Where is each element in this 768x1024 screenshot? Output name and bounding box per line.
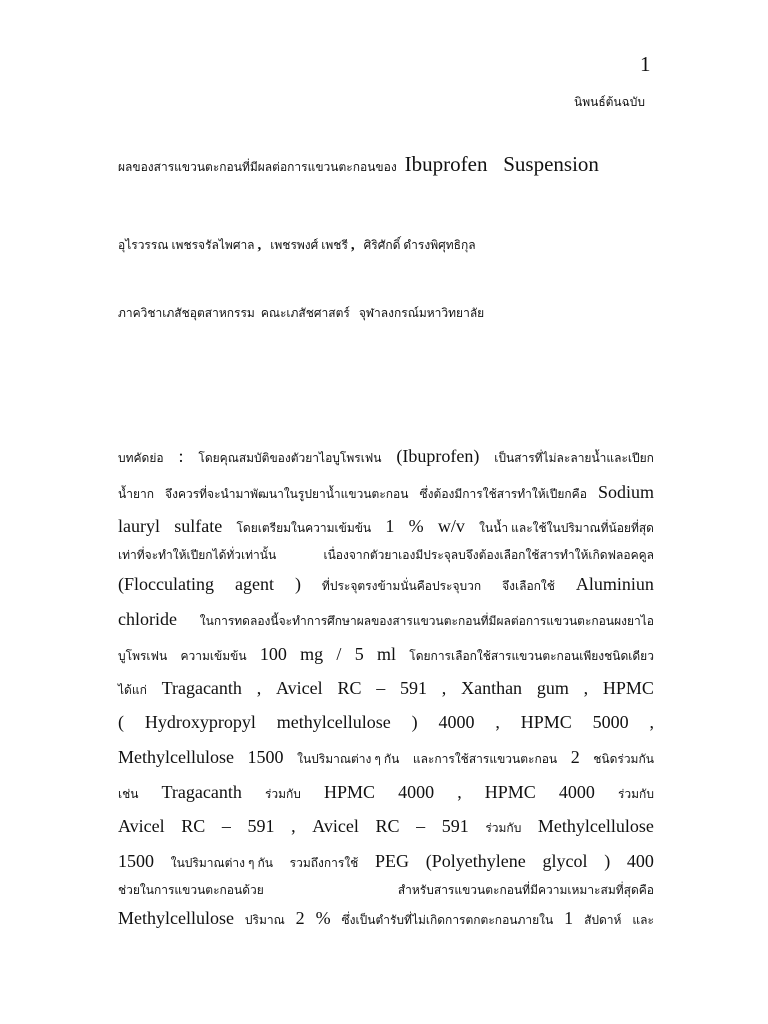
word: )	[604, 851, 611, 871]
word: HPMC	[602, 678, 654, 698]
abstract-line	[118, 747, 654, 769]
word: 4000	[558, 782, 595, 802]
word: ช่วยในการแขวนตะกอนด้วย	[118, 883, 264, 897]
word: เป็นสารที่ไม่ละลายน้ำและเปียก	[494, 451, 654, 465]
author-1: อุไรวรรณ เพชรจรัลไพศาล	[118, 238, 255, 252]
affiliation: ภาควิชาเภสัชอุตสาหกรรม คณะเภสัชศาสตร์ จุฬาลงกรณ์มหาวิทยาลัย	[118, 306, 485, 320]
abstract-line	[118, 482, 654, 504]
abstract-line	[118, 546, 654, 565]
abstract-line	[118, 712, 654, 733]
word: โดยเตรียมในความเข้มข้น	[236, 521, 372, 535]
word: ร่วมกับ	[617, 787, 654, 801]
word: รวมถึงการใช้	[289, 856, 359, 870]
word: และ	[632, 913, 654, 927]
abstract-line	[118, 644, 654, 666]
abstract-line	[118, 574, 654, 596]
word: จึงเลือกใช้	[502, 579, 555, 593]
word: 1500	[118, 851, 154, 871]
word: (Polyethylene	[425, 851, 526, 871]
word: ชนิดร่วมกัน	[593, 752, 654, 766]
abstract-line	[118, 446, 654, 468]
abstract-line	[118, 881, 654, 900]
word: และการใช้สารแขวนตะกอน	[412, 752, 558, 766]
author-2: เพชรพงศ์ เพชรี	[270, 238, 348, 252]
word: (	[118, 712, 124, 732]
word: 1	[385, 516, 395, 536]
word: lauryl	[118, 516, 160, 536]
word: เช่น	[118, 787, 139, 801]
word: Hydroxypropyl	[144, 712, 256, 732]
word: 591	[441, 816, 469, 836]
word: gum	[536, 678, 569, 698]
word: –	[376, 678, 386, 698]
word: ร่วมกับ	[485, 821, 522, 835]
abstract-heading: บทคัดย่อ	[118, 451, 164, 465]
word: ซึ่งเป็นตำรับที่ไม่เกิดการตกตะกอนภายใน	[341, 913, 554, 927]
word: Avicel	[276, 678, 323, 698]
word: Methylcellulose	[118, 747, 234, 767]
abstract-line	[118, 851, 654, 873]
word: %	[408, 516, 424, 536]
title-thai: ผลของสารแขวนตะกอนที่มีผลต่อการแขวนตะกอนของ	[118, 160, 397, 174]
word: (Flocculating	[118, 574, 214, 594]
word: Methylcellulose	[537, 816, 654, 836]
word: Tragacanth	[161, 678, 242, 698]
word: RC	[181, 816, 206, 836]
word: เท่าที่จะทำให้เปียกได้ทั่วเท่านั้น	[118, 548, 277, 562]
word: Tragacanth	[161, 782, 242, 802]
word: 5000	[592, 712, 629, 732]
word: Xanthan	[461, 678, 523, 698]
word: ,	[649, 712, 654, 732]
word: ในปริมาณต่าง ๆ กัน	[170, 856, 273, 870]
word: HPMC	[484, 782, 536, 802]
word: sulfate	[174, 516, 223, 536]
word: methylcellulose	[276, 712, 391, 732]
word: 400	[626, 851, 654, 871]
word: PEG	[375, 851, 410, 871]
word: –	[416, 816, 426, 836]
word: Sodium	[597, 482, 654, 502]
author-separator: ,	[350, 237, 355, 253]
word: Methylcellulose	[118, 908, 234, 928]
word: ซึ่งต้องมีการใช้สารทำให้เปียกคือ	[419, 487, 587, 501]
word: บูโพรเฟน	[118, 649, 168, 663]
word: Avicel	[118, 816, 165, 836]
word: )	[411, 712, 418, 732]
word: )	[294, 574, 301, 594]
word: ,	[256, 678, 262, 698]
word: โดยการเลือกใช้สารแขวนตะกอนเพียงชนิดเดียว	[409, 649, 654, 663]
word: :	[178, 446, 184, 466]
paper-title	[118, 152, 599, 177]
word: ความเข้มข้น	[180, 649, 247, 663]
word: 5	[354, 644, 364, 664]
word: HPMC	[520, 712, 572, 732]
word: เนื่องจากตัวยาเองมีประจุลบจึงต้องเลือกใช้สารทำให้เกิดฟลอคคูล	[323, 548, 654, 562]
abstract-line	[118, 678, 654, 700]
word: ,	[583, 678, 589, 698]
word: w/v	[437, 516, 465, 536]
word: agent	[234, 574, 274, 594]
word: ในปริมาณต่าง ๆ กัน	[297, 752, 400, 766]
word: (Ibuprofen)	[396, 446, 480, 466]
abstract-line	[118, 609, 654, 631]
title-english: Ibuprofen Suspension	[404, 152, 599, 176]
word: 1	[564, 908, 574, 928]
author-separator: ,	[257, 237, 262, 253]
word: ร่วมกับ	[264, 787, 301, 801]
word: 2	[295, 908, 305, 928]
word: RC	[375, 816, 400, 836]
word: chloride	[118, 609, 177, 629]
word: ที่ประจุตรงข้ามนั่นคือประจุบวก	[321, 579, 482, 593]
word: น้ำยาก	[118, 487, 154, 501]
word: 100	[259, 644, 287, 664]
word: ,	[495, 712, 500, 732]
word: 4000	[438, 712, 475, 732]
word: สัปดาห์	[584, 913, 622, 927]
word: 591	[400, 678, 428, 698]
word: HPMC	[324, 782, 376, 802]
word: โดยคุณสมบัติของตัวยาไอบูโพรเฟน	[198, 451, 382, 465]
word: จึงควรที่จะนำมาพัฒนาในรูปยาน้ำแขวนตะกอน	[165, 487, 409, 501]
abstract-line	[118, 908, 654, 930]
abstract-line	[118, 782, 654, 804]
word: mg	[300, 644, 324, 664]
page-number: 1	[640, 52, 651, 76]
word: 591	[247, 816, 275, 836]
word: ,	[291, 816, 296, 836]
word: ได้แก่	[118, 683, 147, 697]
word: ในการทดลองนี้จะทำการศึกษาผลของสารแขวนตะกอนที่มีผลต่อการแขวนตะกอนผงยาไอ	[199, 614, 654, 628]
word: ปริมาณ	[244, 913, 285, 927]
abstract-line	[118, 516, 654, 538]
word: Avicel	[312, 816, 359, 836]
word: RC	[337, 678, 362, 698]
word: %	[315, 908, 331, 928]
word: 4000	[398, 782, 435, 802]
word: ,	[441, 678, 447, 698]
word: 2	[570, 747, 580, 767]
word: 1500	[247, 747, 284, 767]
word: ,	[457, 782, 462, 802]
authors	[118, 236, 476, 255]
word: ในน้ำ และใช้ในปริมาณที่น้อยที่สุด	[479, 521, 654, 535]
word: ml	[376, 644, 396, 664]
word: สำหรับสารแขวนตะกอนที่มีความเหมาะสมที่สุดคือ	[397, 883, 654, 897]
abstract-line	[118, 816, 654, 838]
word: glycol	[542, 851, 588, 871]
word: /	[336, 644, 342, 664]
article-type-label: นิพนธ์ต้นฉบับ	[574, 95, 646, 109]
word: Aluminiun	[575, 574, 654, 594]
author-3: ศิริศักดิ์ ดำรงพิศุทธิกุล	[363, 238, 476, 252]
word: –	[221, 816, 231, 836]
